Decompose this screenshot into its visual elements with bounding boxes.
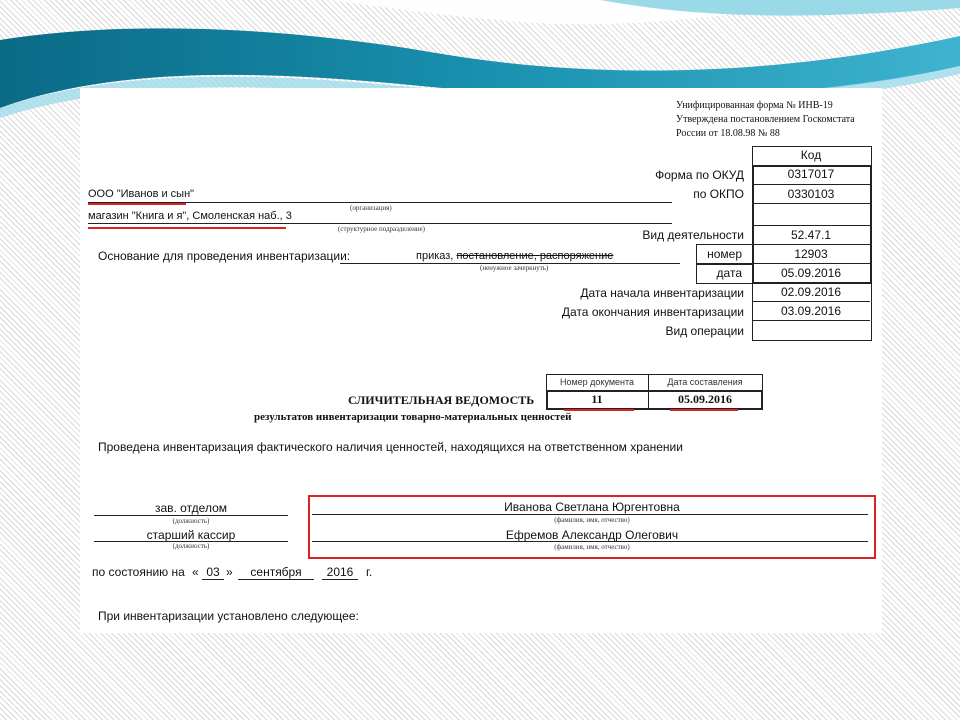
responsible-2-name-caption-text: (фамилия, имя, отчество) (554, 543, 630, 551)
as-of-day (202, 565, 224, 579)
basis-label: Основание для проведения инвентаризации: (98, 249, 351, 263)
organization-name: ООО "Иванов и сын" (88, 188, 195, 200)
findings-intro: При инвентаризации установлено следующее: (98, 609, 359, 623)
basis-value (416, 250, 613, 262)
document-number-header (546, 377, 648, 387)
okpo-value: 0330103 (752, 184, 870, 204)
codes-header: Код (752, 146, 870, 166)
responsible-1-position-line (94, 515, 288, 516)
responsible-2-position-text: старший кассир (146, 528, 236, 542)
document-number-highlight (564, 409, 634, 411)
responsible-names-highlight-box (308, 495, 876, 559)
as-of-prefix: по состоянию на (92, 565, 185, 579)
end-date-label: Дата окончания инвентаризации (561, 305, 744, 319)
as-of-suffix: г. (366, 565, 373, 579)
responsible-2-position (94, 528, 288, 542)
as-of-year (322, 565, 358, 579)
division-highlight-underline (88, 227, 286, 229)
start-date-label: Дата начала инвентаризации (580, 286, 744, 300)
okud-value: 0317017 (787, 167, 835, 181)
document-date (649, 392, 761, 407)
form-header-line2: Утверждена постановлением Госкомстата (676, 114, 855, 125)
activity-value: 52.47.1 (752, 225, 870, 245)
form-header-line3: России от 18.08.98 № 88 (676, 128, 780, 139)
division-line (88, 223, 672, 224)
document-number-text: 11 (591, 392, 603, 406)
operation-label: Вид операции (665, 324, 744, 338)
date-value: 05.09.2016 (752, 263, 870, 283)
document-number-header-text: Номер документа (559, 377, 635, 387)
as-of-open-quote: « (192, 565, 199, 579)
document-date-highlight (670, 409, 738, 411)
division-name: магазин "Книга и я", Смоленская наб., 3 (88, 210, 292, 222)
document-subtitle: результатов инвентаризации товарно-материальных ценностей (254, 411, 572, 423)
responsible-2-name-text: Ефремов Александр Олегович (505, 528, 679, 542)
start-date-value: 02.09.2016 (752, 282, 870, 302)
basis-value-struck: постановление, распоряжение (456, 250, 614, 262)
responsible-1-position-caption (94, 517, 288, 525)
document-date-text: 05.09.2016 (678, 392, 732, 406)
as-of-close-quote: » (226, 565, 233, 579)
as-of-month (238, 565, 314, 579)
responsible-1-name-caption-text: (фамилия, имя, отчество) (554, 516, 630, 524)
as-of-day-line (202, 579, 224, 580)
basis-caption: (ненужное зачеркнуть) (480, 264, 549, 272)
document-number (546, 392, 648, 407)
inventory-statement: Проведена инвентаризация фактического наличия ценностей, находящихся на ответственном хранении (98, 440, 683, 454)
document-title: СЛИЧИТЕЛЬНАЯ ВЕДОМОСТЬ (348, 393, 535, 407)
activity-label: Вид деятельности (642, 228, 744, 242)
responsible-1-position (94, 501, 288, 515)
as-of-day-text: 03 (206, 565, 220, 579)
document-date-header-text: Дата составления (667, 377, 743, 387)
division-code-value (752, 203, 870, 226)
as-of-month-text: сентября (250, 565, 302, 579)
end-date-value: 03.09.2016 (752, 301, 870, 321)
responsible-2-position-caption (94, 542, 288, 550)
okpo-label: по ОКПО (693, 187, 744, 201)
division-caption: (структурное подразделение) (338, 225, 426, 233)
organization-highlight-underline (88, 203, 186, 205)
responsible-1-name-text: Иванова Светлана Юргентовна (504, 500, 680, 514)
number-value: 12903 (752, 244, 870, 264)
basis-value-kept: приказ, (416, 250, 454, 262)
responsible-1-position-caption-text: (должность) (172, 517, 210, 525)
as-of-year-line (322, 579, 358, 580)
as-of-year-text: 2016 (326, 565, 354, 579)
organization-line (88, 202, 672, 203)
inventory-form-sheet (80, 88, 882, 633)
as-of-month-line (238, 579, 314, 580)
responsible-2-position-caption-text: (должность) (172, 542, 210, 550)
form-header-line1: Унифицированная форма № ИНВ-19 (676, 100, 833, 111)
number-label: номер (707, 247, 742, 261)
responsible-1-position-text: зав. отделом (154, 501, 228, 515)
document-date-header (649, 377, 761, 387)
okud-label: Форма по ОКУД (655, 168, 744, 182)
date-label: дата (716, 266, 742, 280)
operation-value (752, 320, 870, 340)
organization-caption: (организация) (350, 204, 392, 212)
